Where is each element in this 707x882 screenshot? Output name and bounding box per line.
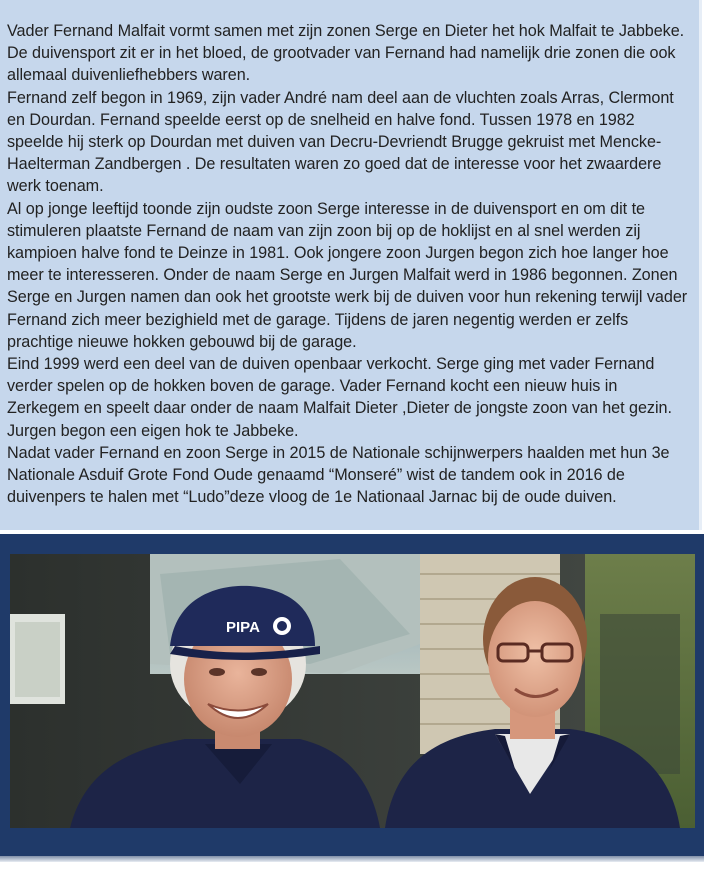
photo-frame-shadow <box>0 856 704 862</box>
article-paragraph-4: Eind 1999 werd een deel van de duiven openbaar verkocht. Serge ging met vader Fernand verder spelen op de hokken boven de garage. Vader Fernand kocht een nieuw huis in Zerkegem en speelt daar onder de naam Malfait Dieter ,Dieter de jongste zoon van het gezin. Jurgen begon een eigen hok te Jabbeke. <box>7 355 672 440</box>
article-paragraph-2: Fernand zelf begon in 1969, zijn vader André nam deel aan de vluchten zoals Arras, Clermont en Dourdan. Fernand speelde eerst op de snelheid en halve fond. Tussen 1978 en 1982 speelde hij sterk op Dourdan met duiven van Decru-Devriendt Brugge gekruist met Mencke-Haelterman Zandbergen . De resultaten waren zo goed dat de interesse voor het zwaardere werk toenam. <box>7 88 674 196</box>
article-paragraph-5: Nadat vader Fernand en zoon Serge in 2015 de Nationale schijnwerpers haalden met hun 3e Nationale Asduif Grote Fond Oude genaamd “Monseré” wist de tandem ook in 2016 de duivenpers te halen met “Ludo”deze vloog de 1e Nationaal Jarnac bij de oude duiven. <box>7 443 670 507</box>
article-paragraph-3: Al op jonge leeftijd toonde zijn oudste zoon Serge interesse in de duivensport en om dit te stimuleren plaatste Fernand de naam van zijn zoon bij op de hoklijst en al snel werden zij kampioen halve fond te Deinze in 1981. Ook jongere zoon Jurgen begon zich hoe langer hoe meer te interesseren. Onder de naam Serge en Jurgen Malfait werd in 1986 begonnen. Zonen Serge en Jurgen namen dan ook het grootste werk bij de duiven voor hun rekening terwijl vader Fernand zich meer bezighield met de garage. Tijdens de jaren negentig werden er zelfs prachtige nieuwe hokken gebouwd bij de garage. <box>7 199 688 351</box>
man-right-face <box>488 601 582 717</box>
photo-illustration <box>10 554 695 828</box>
cap-logo-text: PIPA <box>226 619 260 636</box>
photo-frame-band <box>0 534 704 856</box>
photo-two-men <box>10 554 695 828</box>
article-paragraph-1: Vader Fernand Malfait vormt samen met zijn zonen Serge en Dieter het hok Malfait te Jabbeke. De duivensport zit er in het bloed, de grootvader van Fernand had namelijk drie zonen die ook allemaal duivenliefhebbers waren. <box>7 22 685 85</box>
